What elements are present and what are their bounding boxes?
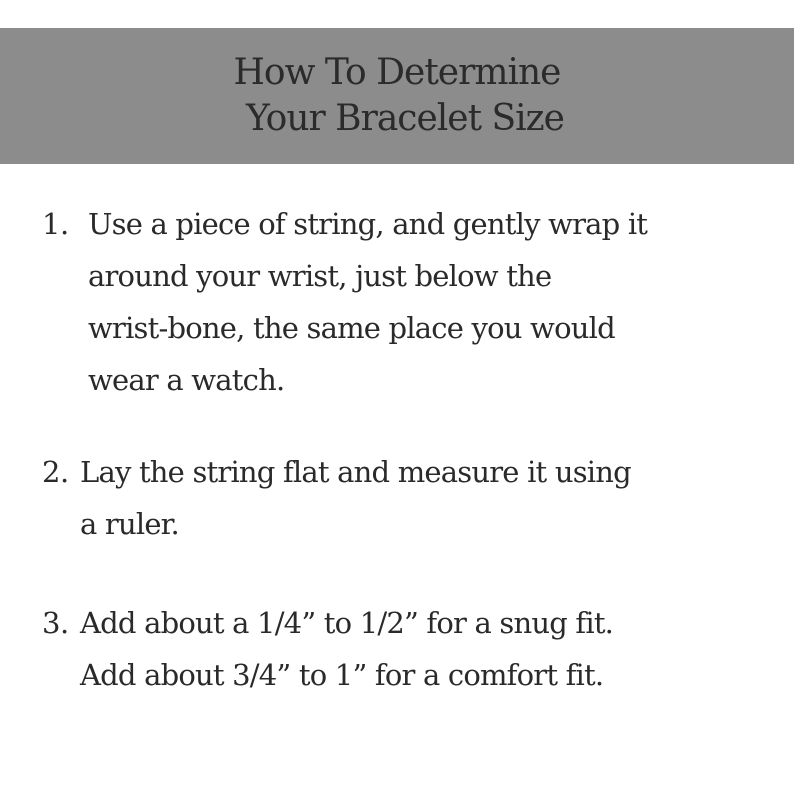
step-text-line: Add about a 1/4” to 1/2” for a snug fit. xyxy=(80,606,614,640)
step-number: 1. xyxy=(42,207,69,241)
step-text-line: wear a watch. xyxy=(88,363,285,397)
step-text-line: Add about 3/4” to 1” for a comfort fit. xyxy=(80,658,604,692)
step-text xyxy=(80,597,772,701)
title-banner xyxy=(0,28,794,164)
step-number: 3. xyxy=(42,606,69,640)
step-text-line: a ruler. xyxy=(80,507,179,541)
step-text xyxy=(88,198,772,406)
instruction-step-3 xyxy=(42,597,772,701)
step-text-line: Use a piece of string, and gently wrap it xyxy=(88,207,648,241)
page-title-line-1: How To Determine xyxy=(233,52,561,93)
step-text-line: Lay the string flat and measure it using xyxy=(80,455,631,489)
instruction-step-2 xyxy=(42,446,772,550)
step-number: 2. xyxy=(42,455,69,489)
step-text-line: wrist-bone, the same place you would xyxy=(88,311,615,345)
step-text-line: around your wrist, just below the xyxy=(88,259,552,293)
step-text xyxy=(80,446,772,550)
instruction-step-1 xyxy=(42,198,772,406)
page-title-line-2: Your Bracelet Size xyxy=(246,98,564,139)
